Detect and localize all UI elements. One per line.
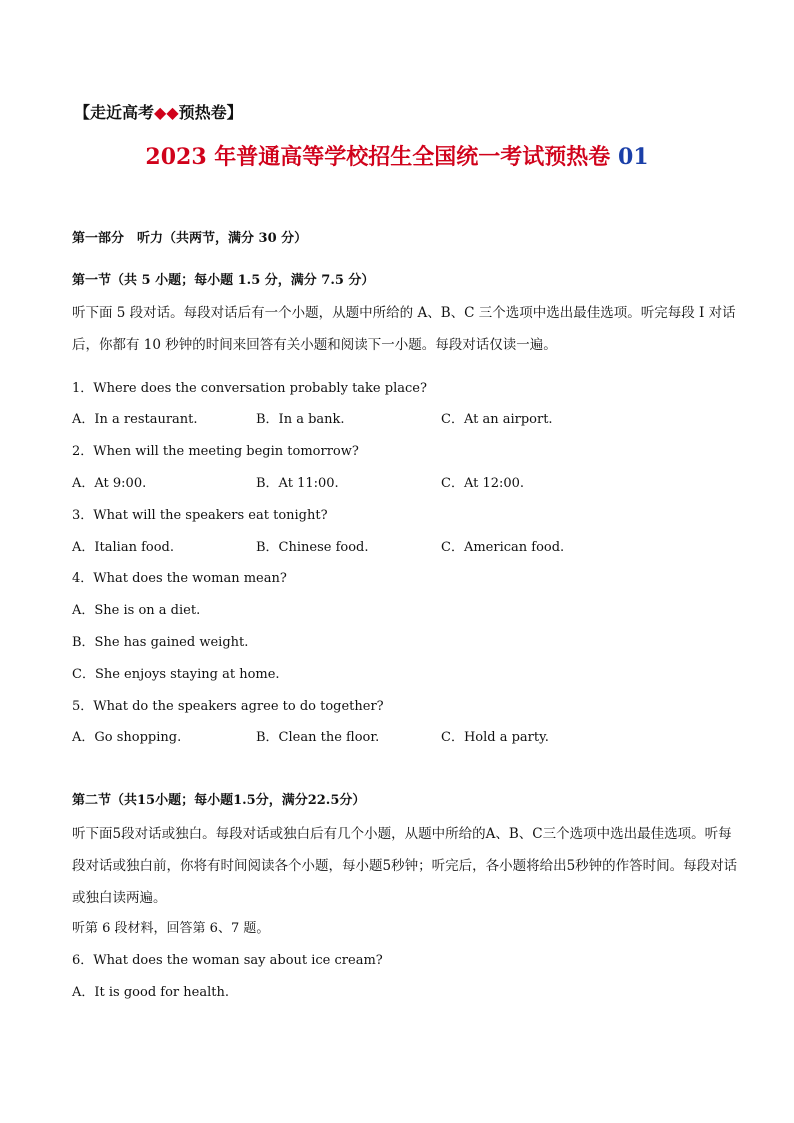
question-1-stem: 1．Where does the conversation probably take place? [72,381,427,396]
question-1-option-c: C．At an airport. [441,412,553,427]
question-1-option-b: B．In a bank. [256,412,345,427]
question-4-option-c: C．She enjoys staying at home. [72,667,280,682]
question-2-stem: 2．When will the meeting begin tomorrow? [72,444,359,459]
question-3-option-a: A．Italian food. [72,540,174,555]
paper-tagline [74,100,243,123]
question-2-option-c: C．At 12:00. [441,476,525,491]
section2-heading: 第二节（共15小题；每小题1.5分，满分22.5分） [72,793,366,808]
question-2-option-b: B．At 11:00. [256,476,339,491]
tagline-left: 【走近高考 [74,103,155,122]
question-6-option-a: A．It is good for health. [72,985,229,1000]
question-3-option-b: B．Chinese food. [256,540,369,555]
material-note: 听第 6 段材料，回答第 6、7 题。 [72,921,270,936]
question-4-option-b: B．She has gained weight. [72,635,249,650]
question-5-option-a: A．Go shopping. [72,730,182,745]
exam-title-text: 2023 年普通高等学校招生全国统一考试预热卷 [145,144,611,170]
section1-instructions: 听下面 5 段对话。每段对话后有一个小题，从题中所给的 A、B、C 三个选项中选出最佳选项。听完每段 I 对话后，你都有 10 秒钟的时间来回答有关小题和阅读下一小题。每段对话仅读一遍。 [72,305,736,353]
tagline-right: 预热卷】 [178,103,243,122]
question-4-stem: 4．What does the woman mean? [72,571,287,586]
question-1-option-a: A．In a restaurant. [72,412,198,427]
question-6-stem: 6．What does the woman say about ice cream? [72,953,383,968]
question-3-option-c: C．American food. [441,540,565,555]
question-5-option-b: B．Clean the floor. [256,730,380,745]
question-2-option-a: A．At 9:00. [72,476,147,491]
diamond-icon: ◆◆ [154,103,179,122]
question-4-option-a: A．She is on a diet. [72,603,201,618]
section2-instructions: 听下面5段对话或独白。每段对话或独白后有几个小题，从题中所给的A、B、C三个选项中选出最佳选项。听每段对话或独白前，你将有时间阅读各个小题，每小题5秒钟；听完后，各小题将给出5秒钟的作答时间。每段对话或独白读两遍。 [72,826,738,906]
section1-heading: 第一节（共 5 小题；每小题 1.5 分，满分 7.5 分） [72,273,375,288]
exam-title-number: 01 [617,144,649,170]
question-3-stem: 3．What will the speakers eat tonight? [72,508,328,523]
question-5-stem: 5．What do the speakers agree to do together? [72,699,384,714]
exam-title [0,140,794,171]
part1-heading: 第一部分 听力（共两节，满分 30 分） [72,231,308,246]
question-5-option-c: C．Hold a party. [441,730,549,745]
